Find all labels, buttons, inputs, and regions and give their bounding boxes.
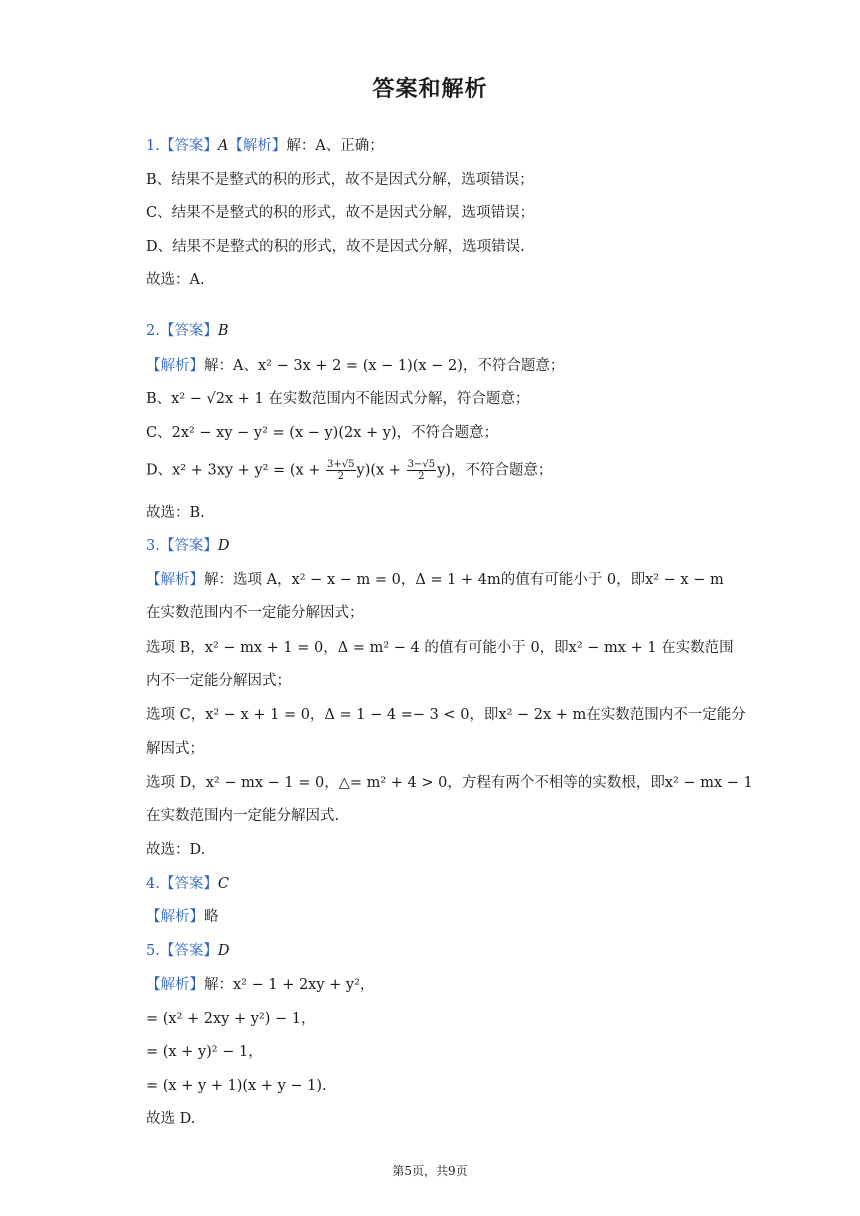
- text-line: 故选：A.: [146, 272, 205, 288]
- analysis-text: 解：选项 A，x² − x − m = 0，Δ = 1 + 4m的值有可能小于 0，即x² − x − m: [204, 572, 724, 588]
- fraction-denominator: 2: [337, 471, 344, 482]
- analysis-text: 解：A、x² − 3x + 2 = (x − 1)(x − 2)，不符合题意；: [204, 358, 565, 374]
- expr-part: y)(x +: [356, 462, 406, 479]
- expr-part: D、x² + 3xy + y² = (x +: [146, 462, 326, 479]
- q1-answer-line: [146, 136, 384, 156]
- text-line: 在实数范围内不一定能分解因式；: [146, 605, 364, 621]
- text-line: 故选：B.: [146, 505, 205, 521]
- text-line-fraction: [146, 459, 552, 482]
- answer-value: C: [217, 876, 229, 892]
- answer-value: B: [217, 323, 229, 339]
- text-line: 故选 D.: [146, 1111, 196, 1127]
- page-title: 答案和解析: [372, 77, 488, 102]
- analysis-tag: 【解析】: [146, 909, 204, 925]
- text-line: 解因式；: [146, 741, 204, 757]
- answer-tag: 5.【答案】: [146, 943, 218, 959]
- text-line: B、x² − √2x + 1 在实数范围内不能因式分解，符合题意；: [146, 391, 530, 407]
- q4-answer-line: [146, 874, 229, 894]
- text-line: 故选：D.: [146, 842, 206, 858]
- text-line: [146, 907, 219, 927]
- analysis-text: 解：A、正确；: [286, 138, 384, 154]
- text-line: 选项 C，x² − x + 1 = 0，Δ = 1 − 4 =− 3 < 0，即x² − 2x + m在实数范围内不一定能分: [146, 707, 746, 723]
- analysis-text: 略: [204, 909, 219, 925]
- answer-tag: 3.【答案】: [146, 538, 218, 554]
- q2-answer-line: [146, 321, 229, 341]
- q5-answer-line: [146, 941, 229, 961]
- text-line: 内不一定能分解因式；: [146, 673, 291, 689]
- text-line: = (x² + 2xy + y²) − 1，: [146, 1011, 316, 1027]
- q3-answer-line: [146, 536, 229, 556]
- fraction: [407, 459, 436, 482]
- analysis-tag: 【解析】: [228, 138, 287, 154]
- fraction-denominator: 2: [418, 471, 425, 482]
- text-line: 选项 D，x² − mx − 1 = 0，△= m² + 4 > 0，方程有两个不相等的实数根，即x² − mx − 1: [146, 775, 753, 791]
- text-line: C、2x² − xy − y² = (x − y)(2x + y)，不符合题意；: [146, 425, 499, 441]
- text-line: = (x + y)² − 1，: [146, 1044, 263, 1060]
- answer-value: D: [217, 538, 230, 554]
- text-line: [146, 570, 724, 590]
- expr-part: y)，不符合题意；: [437, 462, 553, 479]
- text-line: D、结果不是整式的积的形式，故不是因式分解，选项错误.: [146, 239, 525, 255]
- analysis-tag: 【解析】: [146, 358, 204, 374]
- text-line: [146, 356, 564, 376]
- text-line: B、结果不是整式的积的形式，故不是因式分解，选项错误；: [146, 172, 534, 188]
- text-line: 在实数范围内一定能分解因式.: [146, 808, 340, 824]
- fraction-numerator: 3−√5: [407, 459, 436, 470]
- fraction: [326, 459, 355, 482]
- answer-tag: 2.【答案】: [146, 323, 218, 339]
- text-line: C、结果不是整式的积的形式，故不是因式分解，选项错误；: [146, 205, 535, 221]
- text-line: = (x + y + 1)(x + y − 1).: [146, 1078, 327, 1094]
- text-line: 选项 B，x² − mx + 1 = 0，Δ = m² − 4 的值有可能小于 0，即x² − mx + 1 在实数范围: [146, 640, 734, 656]
- answer-tag: 4.【答案】: [146, 876, 218, 892]
- analysis-tag: 【解析】: [146, 572, 204, 588]
- analysis-tag: 【解析】: [146, 977, 204, 993]
- text-line: [146, 975, 374, 995]
- fraction-numerator: 3+√5: [327, 459, 355, 470]
- page-footer: 第5页，共9页: [392, 1164, 468, 1178]
- answer-value: D: [217, 943, 230, 959]
- answer-tag: 1.【答案】: [146, 138, 218, 154]
- answer-value: A: [217, 138, 229, 154]
- analysis-text: 解：x² − 1 + 2xy + y²，: [204, 977, 375, 993]
